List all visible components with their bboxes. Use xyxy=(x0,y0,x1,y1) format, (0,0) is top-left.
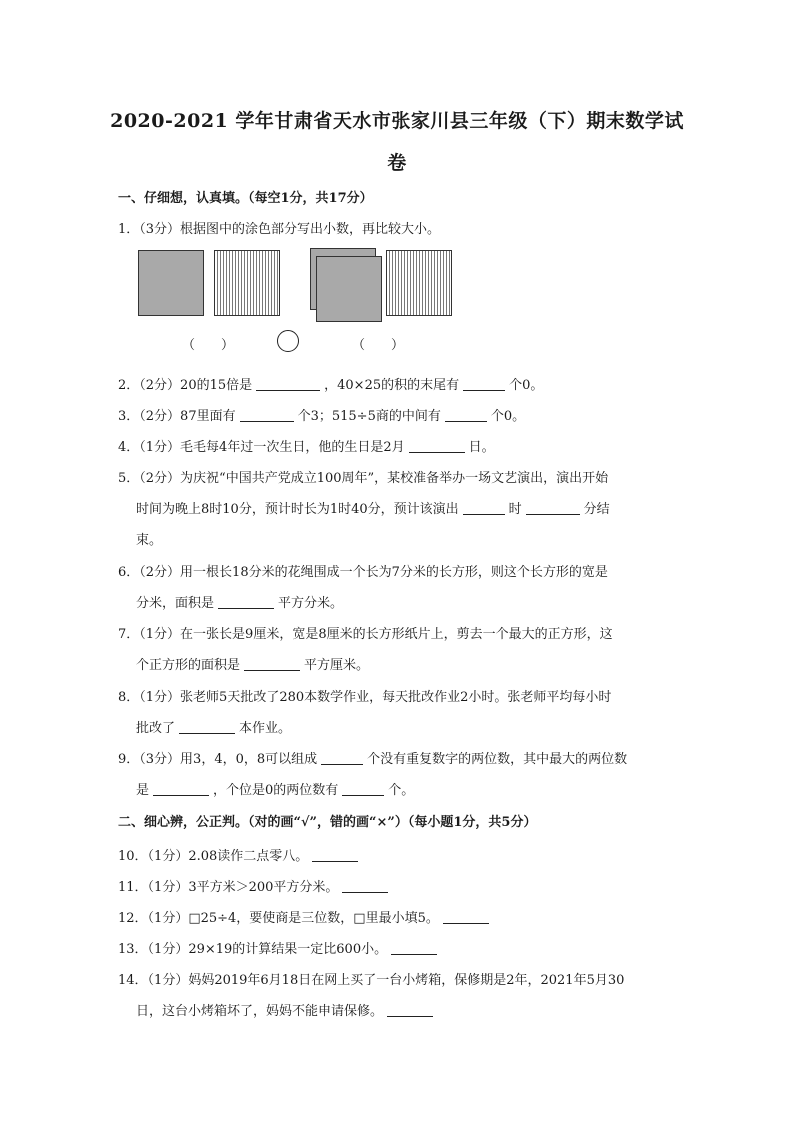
question-5-line-2 xyxy=(136,498,610,517)
q6-text-b: 平方分米。 xyxy=(278,596,344,611)
q10-text: 10．（1分）2.08读作二点零八。 xyxy=(118,849,309,864)
q8-text-a: 批改了 xyxy=(136,721,176,736)
question-14-line-1: 14．（1分）妈妈2019年6月18日在网上买了一台小烤箱，保修期是2年，2021年5月30 xyxy=(118,973,625,988)
answer-blank xyxy=(391,941,437,955)
q12-text: 12．（1分）□25÷4，要使商是三位数，□里最小填5。 xyxy=(118,911,439,926)
answer-blank xyxy=(244,657,300,671)
question-3 xyxy=(118,405,525,424)
q5-text-a: 时间为晚上8时10分，预计时长为1时40分，预计该演出 xyxy=(136,502,459,517)
q6-text-a: 分米，面积是 xyxy=(136,596,215,611)
answer-blank xyxy=(342,782,384,796)
tenths-grid-square xyxy=(214,250,280,316)
question-1-figure xyxy=(134,246,454,358)
q5-text-c: 分结 xyxy=(583,502,610,517)
question-7-line-2 xyxy=(136,654,369,673)
question-8-line-2 xyxy=(136,717,291,736)
q7-text-b: 平方厘米。 xyxy=(304,658,370,673)
question-1: 1．（3分）根据图中的涂色部分写出小数，再比较大小。 xyxy=(118,222,441,237)
answer-blank xyxy=(240,408,294,422)
answer-blank xyxy=(321,751,363,765)
answer-paren-left: （ ） xyxy=(182,338,235,353)
q7-text-a: 个正方形的面积是 xyxy=(136,658,241,673)
q14-text: 日，这台小烤箱坏了，妈妈不能申请保修。 xyxy=(136,1004,384,1019)
q3-text-b: 个3；515÷5商的中间有 xyxy=(297,409,441,424)
question-12 xyxy=(118,907,493,926)
tenths-grid-square-2 xyxy=(386,250,452,316)
answer-blank xyxy=(463,377,505,391)
compare-circle xyxy=(277,330,299,352)
shaded-square-full xyxy=(138,250,204,316)
q9-text-a: 9．（3分）用3，4，0，8可以组成 xyxy=(118,752,318,767)
answer-paren-right: （ ） xyxy=(352,338,405,353)
q11-text: 11．（1分）3平方米＞200平方分米。 xyxy=(118,880,339,895)
q9-text-d: ，个位是0的两位数有 xyxy=(213,783,339,798)
question-9-line-1 xyxy=(118,748,627,767)
answer-blank xyxy=(445,408,487,422)
question-2 xyxy=(118,374,543,393)
question-11 xyxy=(118,876,392,895)
question-7-line-1: 7．（1分）在一张长是9厘米，宽是8厘米的长方形纸片上，剪去一个最大的正方形，这 xyxy=(118,627,613,642)
section-heading-fill-in: 一、仔细想，认真填。（每空1分，共17分） xyxy=(118,191,373,206)
q3-text-c: 个0。 xyxy=(490,409,526,424)
answer-blank xyxy=(342,879,388,893)
q4-text-a: 4．（1分）毛毛每4年过一次生日，他的生日是2月 xyxy=(118,440,405,455)
q9-text-b: 个没有重复数字的两位数，其中最大的两位数 xyxy=(367,752,628,767)
page-title-continued: 卷 xyxy=(387,152,407,174)
page-title: 2020-2021 学年甘肃省天水市张家川县三年级（下）期末数学试 xyxy=(110,110,684,132)
answer-blank xyxy=(312,848,358,862)
question-6-line-2 xyxy=(136,592,343,611)
answer-blank xyxy=(256,377,320,391)
q5-text-b: 时 xyxy=(508,502,522,517)
answer-blank xyxy=(526,501,580,515)
question-5-line-3: 束。 xyxy=(136,533,163,548)
answer-blank xyxy=(387,1003,433,1017)
question-5-line-1: 5．（2分）为庆祝“中国共产党成立100周年”，某校准备举办一场文艺演出，演出开始 xyxy=(118,471,609,486)
question-10 xyxy=(118,845,362,864)
question-8-line-1: 8．（1分）张老师5天批改了280本数学作业，每天批改作业2小时。张老师平均每小时 xyxy=(118,690,612,705)
answer-blank xyxy=(153,782,209,796)
q13-text: 13．（1分）29×19的计算结果一定比600小。 xyxy=(118,942,388,957)
question-6-line-1: 6．（2分）用一根长18分米的花绳围成一个长为7分米的长方形，则这个长方形的宽是 xyxy=(118,565,608,580)
q9-text-c: 是 xyxy=(136,783,150,798)
answer-blank xyxy=(443,910,489,924)
shaded-square-front xyxy=(316,256,382,322)
answer-blank xyxy=(179,720,235,734)
q8-text-b: 本作业。 xyxy=(239,721,292,736)
section-heading-true-false: 二、细心辨，公正判。（对的画“√”，错的画“×”）（每小题1分，共5分） xyxy=(118,815,537,830)
question-9-line-2 xyxy=(136,779,414,798)
q3-text-a: 3．（2分）87里面有 xyxy=(118,409,236,424)
q2-text-b: ，40×25的积的末尾有 xyxy=(324,378,460,393)
question-13 xyxy=(118,938,441,957)
question-14-line-2 xyxy=(136,1000,437,1019)
answer-blank xyxy=(218,595,274,609)
answer-blank xyxy=(409,439,465,453)
q2-text-a: 2．（2分）20的15倍是 xyxy=(118,378,253,393)
q4-text-b: 日。 xyxy=(468,440,495,455)
question-4 xyxy=(118,436,495,455)
answer-blank xyxy=(463,501,505,515)
q9-text-e: 个。 xyxy=(388,783,415,798)
q2-text-c: 个0。 xyxy=(509,378,544,393)
